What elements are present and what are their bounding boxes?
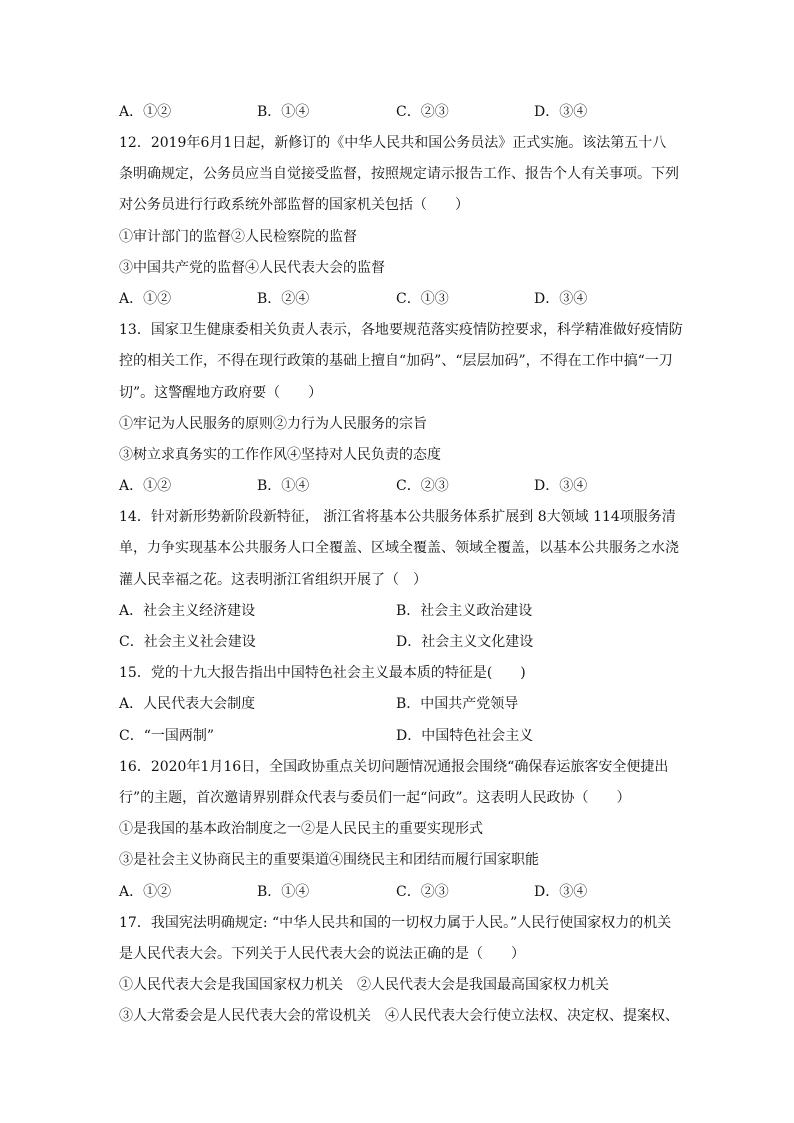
option-b[interactable]: B．①④ <box>257 104 310 120</box>
option-c[interactable]: C．②③ <box>396 478 449 494</box>
option-a[interactable]: A．①② <box>119 884 172 900</box>
question-16-line-2: 行”的主题，首次邀请界别群众代表与委员们一起“问政”。这表明人民政协（ ） <box>119 790 631 806</box>
option-c[interactable]: C．②③ <box>396 884 449 900</box>
option-a[interactable]: A．①② <box>119 104 172 120</box>
option-a[interactable]: A．①② <box>119 291 172 307</box>
question-13-line-2: 控的相关工作，不得在现行政策的基础上擅自“加码”、“层层加码”，不得在工作中搞“一刀 <box>119 353 673 369</box>
option-a[interactable]: A．人民代表大会制度 <box>119 696 256 712</box>
question-17-line-2: 是人民代表大会。下列关于人民代表大会的说法正确的是（ ） <box>119 946 525 962</box>
question-14-options-row-1 <box>119 601 679 621</box>
question-16-line-1: 16．2020年1月16日，全国政协重点关切问题情况通报会围绕“确保春运旅客安全便捷出 <box>119 759 669 775</box>
question-14-line-3: 灌人民幸福之花。这表明浙江省组织开展了（ ） <box>119 572 427 588</box>
question-17-line-1: 17．我国宪法明确规定: “中华人民共和国的一切权力属于人民。”人民行使国家权力的机关 <box>119 915 672 931</box>
option-b[interactable]: B．社会主义政治建设 <box>396 603 533 619</box>
question-14-line-2: 单，力争实现基本公共服务人口全覆盖、区域全覆盖、领域全覆盖，以基本公共服务之水浇 <box>119 540 679 556</box>
option-c[interactable]: C．①③ <box>396 291 449 307</box>
option-b[interactable]: B．②④ <box>257 291 310 307</box>
question-14-line-1: 14．针对新形势新阶段新特征， 浙江省将基本公共服务体系扩展到 8大领域 114项服务清 <box>119 509 676 525</box>
option-d[interactable]: D．③④ <box>534 291 588 307</box>
question-13-item-1: ①牢记为人民服务的原则②力行为人民服务的宗旨 <box>119 416 427 432</box>
option-b[interactable]: B．中国共产党领导 <box>396 696 519 712</box>
question-13-line-3: 切”。这警醒地方政府要（ ） <box>119 385 323 401</box>
question-12-line-1: 12．2019年6月1日起，新修订的《中华人民共和国公务员法》正式实施。该法第五十八 <box>119 135 667 151</box>
option-b[interactable]: B．①④ <box>257 478 310 494</box>
question-15-options-row-2 <box>119 726 679 746</box>
option-d[interactable]: D．③④ <box>534 478 588 494</box>
question-16-options <box>119 882 679 902</box>
question-15-line-1: 15．党的十九大报告指出中国特色社会主义最本质的特征是( ) <box>119 665 526 681</box>
question-16-item-2: ③是社会主义协商民主的重要渠道④围绕民主和团结而履行国家职能 <box>119 852 539 868</box>
question-13-line-1: 13．国家卫生健康委相关负责人表示，各地要规范落实疫情防控要求，科学精准做好疫情防 <box>119 322 683 338</box>
option-b[interactable]: B．①④ <box>257 884 310 900</box>
option-c[interactable]: C．“一国两制” <box>119 728 215 744</box>
question-14-options-row-2 <box>119 632 679 652</box>
option-c[interactable]: C．社会主义社会建设 <box>119 634 256 650</box>
question-13-item-2: ③树立求真务实的工作作风④坚持对人民负责的态度 <box>119 447 441 463</box>
option-d[interactable]: D．③④ <box>534 104 588 120</box>
option-d[interactable]: D．③④ <box>534 884 588 900</box>
question-17-item-2: ③人大常委会是人民代表大会的常设机关 ④人民代表大会行使立法权、决定权、提案权、 <box>119 1008 679 1024</box>
question-13-options <box>119 476 679 496</box>
question-12-options <box>119 289 679 309</box>
options-row-prev <box>119 102 679 122</box>
option-a[interactable]: A．社会主义经济建设 <box>119 603 256 619</box>
option-c[interactable]: C．②③ <box>396 104 449 120</box>
question-16-item-1: ①是我国的基本政治制度之一②是人民民主的重要实现形式 <box>119 821 483 837</box>
question-15-options-row-1 <box>119 694 679 714</box>
option-a[interactable]: A．①② <box>119 478 172 494</box>
question-12-item-1: ①审计部门的监督②人民检察院的监督 <box>119 229 357 245</box>
question-17-item-1: ①人民代表大会是我国国家权力机关 ②人民代表大会是我国最高国家权力机关 <box>119 977 609 993</box>
question-12-item-2: ③中国共产党的监督④人民代表大会的监督 <box>119 260 385 276</box>
question-12-line-2: 条明确规定，公务员应当自觉接受监督，按照规定请示报告工作、报告个人有关事项。下列 <box>119 166 679 182</box>
option-d[interactable]: D．中国特色社会主义 <box>396 728 534 744</box>
option-d[interactable]: D．社会主义文化建设 <box>396 634 534 650</box>
question-12-line-3: 对公务员进行行政系统外部监督的国家机关包括（ ） <box>119 197 469 213</box>
